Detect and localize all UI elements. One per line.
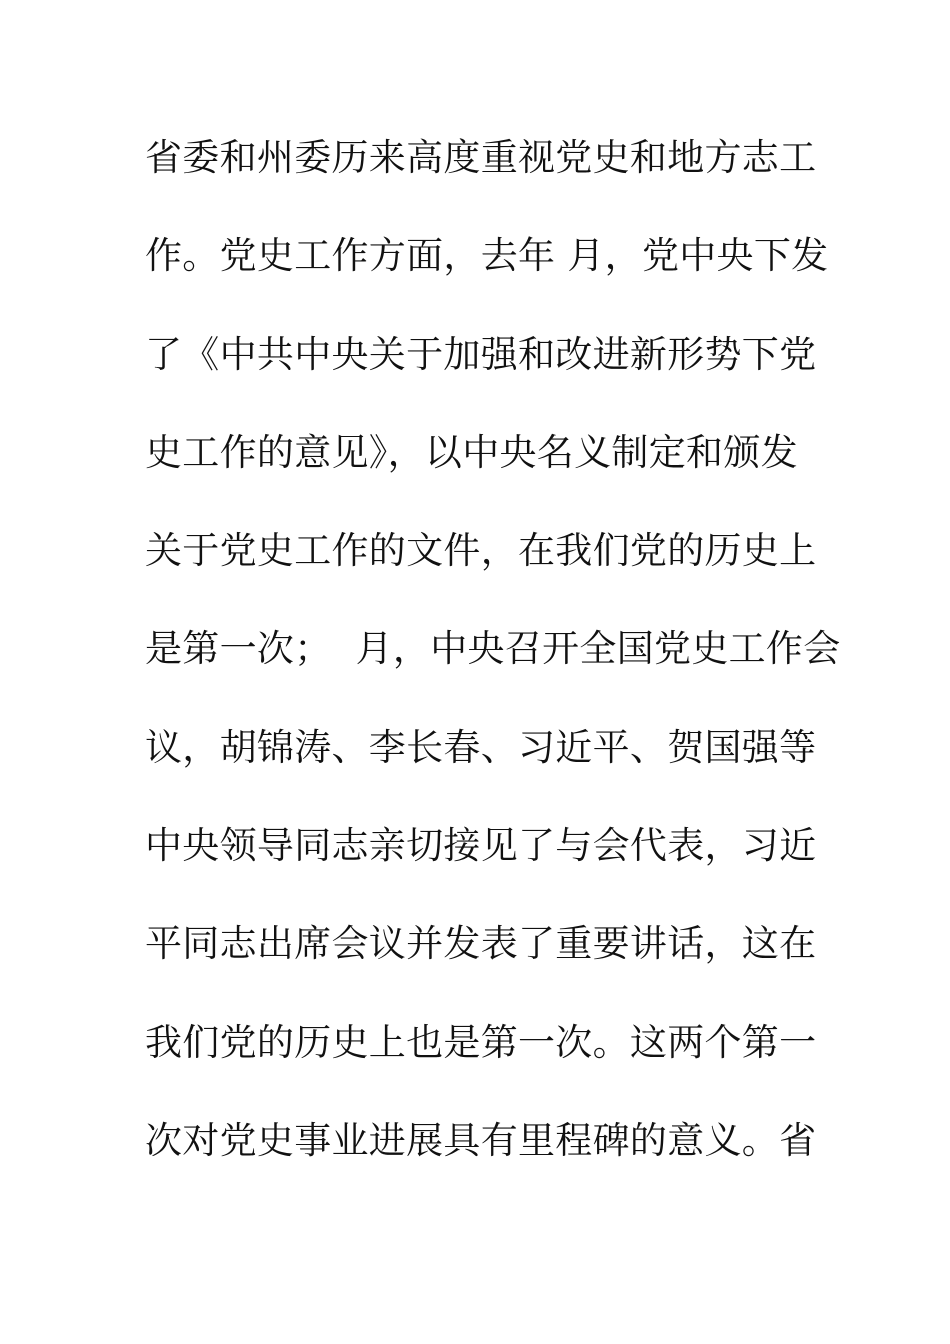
text-line: 作。党史工作方面，去年 月，党中央下发 xyxy=(145,234,829,278)
text-line: 关于党史工作的文件，在我们党的历史上 xyxy=(145,529,817,573)
text-line: 中央领导同志亲切接见了与会代表，习近 xyxy=(145,824,817,868)
text-line: 史工作的意见》，以中央名义制定和颁发 xyxy=(145,430,798,474)
text-line: 次对党史事业进展具有里程碑的意义。省 xyxy=(145,1118,817,1162)
text-line: 我们党的历史上也是第一次。这两个第一 xyxy=(145,1020,817,1064)
body-paragraph xyxy=(145,128,841,1209)
text-line: 平同志出席会议并发表了重要讲话，这在 xyxy=(145,922,817,966)
text-line: 是第一次； 月，中央召开全国党史工作会 xyxy=(145,627,841,671)
text-line: 议，胡锦涛、李长春、习近平、贺国强等 xyxy=(145,725,817,769)
text-line: 了《中共中央关于加强和改进新形势下党 xyxy=(145,332,817,376)
text-line: 省委和州委历来高度重视党史和地方志工 xyxy=(145,136,817,179)
